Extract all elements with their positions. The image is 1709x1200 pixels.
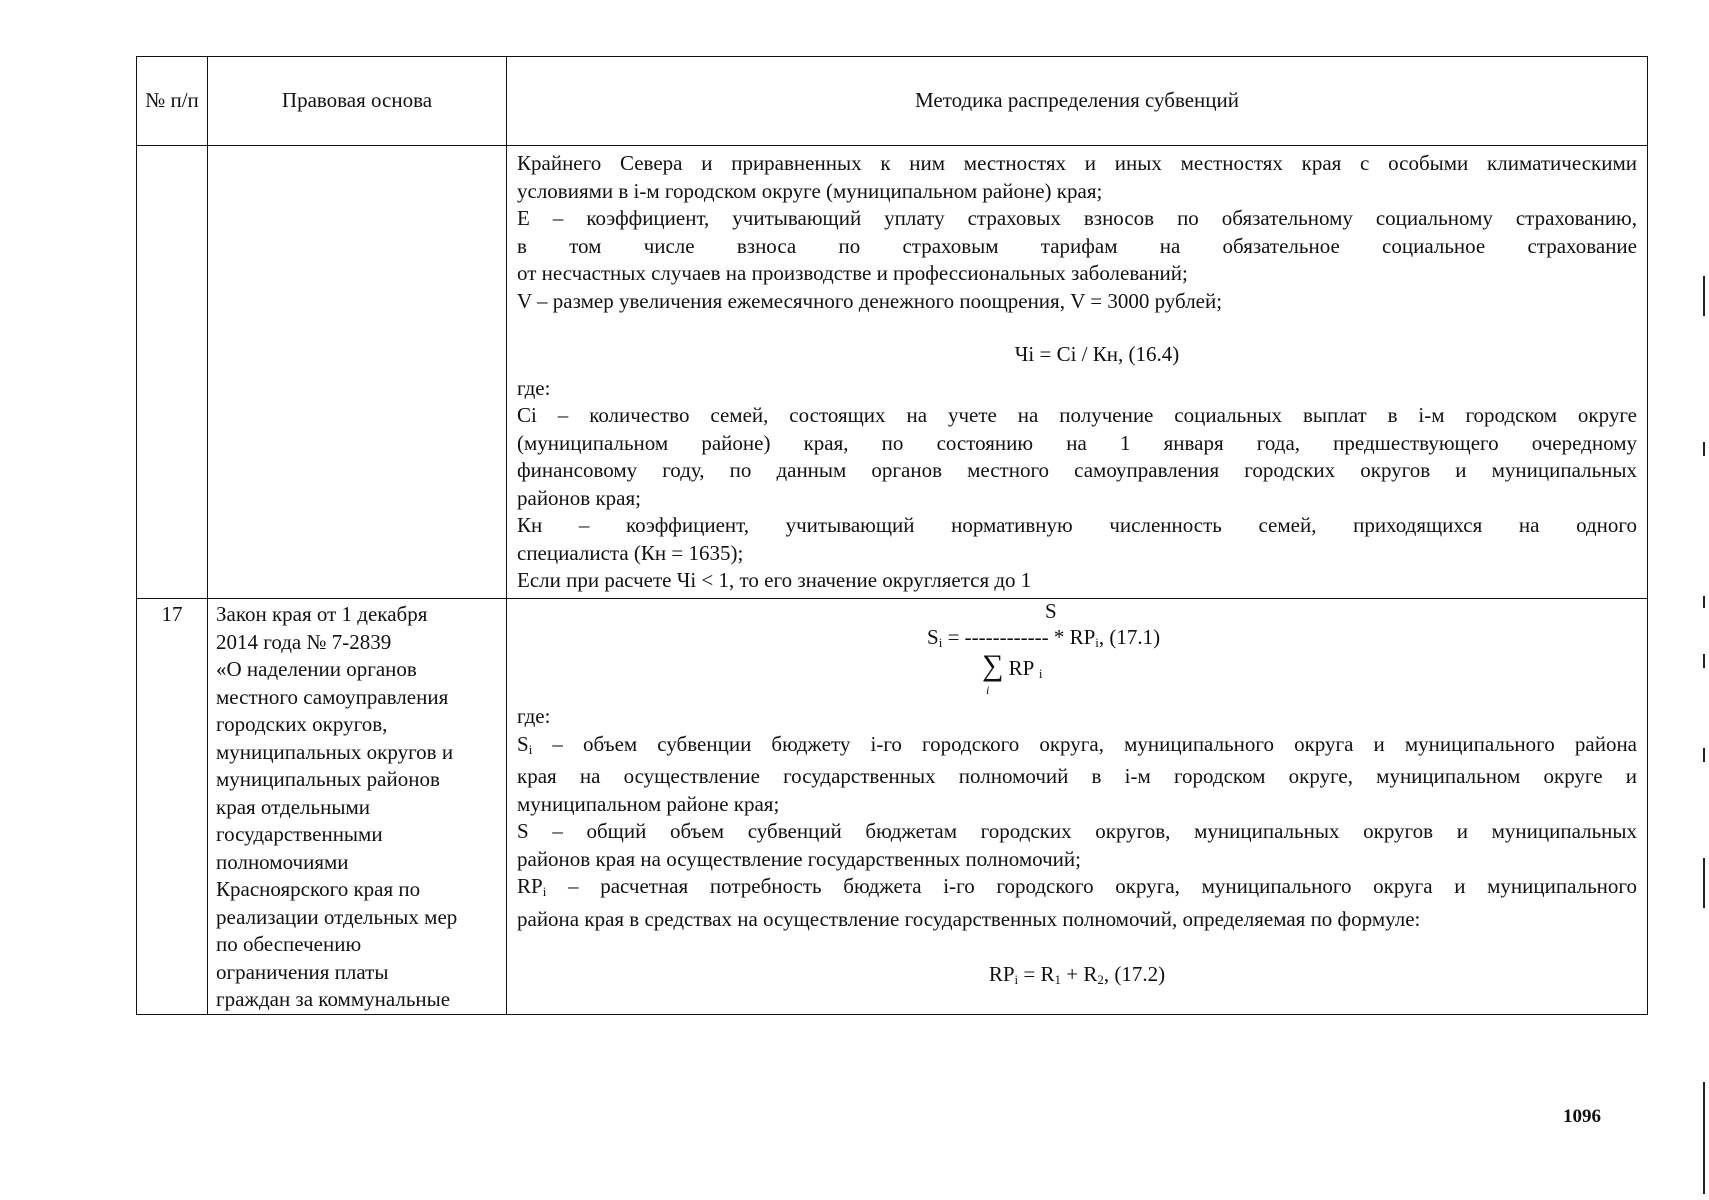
formula-16-4: Чi = Ci / Кн, (16.4) bbox=[1014, 342, 1180, 366]
law-line: 2014 года № 7-2839 bbox=[216, 629, 392, 654]
text-line: $RP_i$ – расчетная потребность бюджета i-го городского округа, муниципального округа и муниципального bbox=[517, 874, 1637, 899]
law-line: Красноярского края по bbox=[216, 877, 421, 901]
row17-law-cell bbox=[208, 599, 507, 1015]
text-line: V – размер увеличения ежемесячного денежного поощрения, V = 3000 рублей; bbox=[517, 288, 1223, 313]
text-line: $S_i$ – объем субвенции бюджету i-го городского округа, муниципального округа и муниципального района bbox=[517, 731, 1637, 757]
text-line: в том числе взноса по страховым тарифам на обязательное социальное страхование bbox=[517, 233, 1637, 258]
header-number: № п/п bbox=[137, 57, 208, 146]
text-line: Кн – коэффициент, учитывающий нормативную численность семей, приходящихся на одного bbox=[517, 513, 1637, 537]
scan-margin-mark bbox=[1703, 858, 1705, 908]
sum-symbol: ∑ bbox=[982, 649, 1004, 682]
table-header-row bbox=[137, 57, 1648, 146]
formula-17-1 bbox=[517, 599, 1637, 703]
text-line: специалиста (Кн = 1635); bbox=[517, 540, 744, 565]
text-line: (муниципальном районе) края, по состоянию на 1 января года, предшествующего очередному bbox=[517, 430, 1637, 455]
formula-main-line: $S_i$ = ------------ * $RP_i$, (17.1) bbox=[927, 625, 1161, 650]
row16-number-cell bbox=[137, 146, 208, 599]
law-line: местного самоуправления bbox=[216, 684, 449, 709]
header-legal-basis: Правовая основа bbox=[208, 57, 507, 146]
row17-method-cell bbox=[507, 599, 1648, 1015]
row16-method-cell bbox=[507, 146, 1648, 599]
law-line: городских округов, bbox=[216, 712, 388, 736]
scan-margin-mark bbox=[1703, 654, 1705, 668]
page-number: 1096 bbox=[1563, 1106, 1601, 1127]
text-line: края на осуществление государственных полномочий в i-м городском округе, муниципальном округе и bbox=[517, 764, 1637, 788]
header-methodology: Методика распределения субвенций bbox=[507, 57, 1648, 146]
where-label: где: bbox=[517, 704, 551, 728]
row17-number-cell bbox=[137, 599, 208, 1015]
law-line: муниципальных районов bbox=[216, 767, 440, 791]
law-line: Закон края от 1 декабря bbox=[216, 602, 428, 626]
row-number: 17 bbox=[161, 602, 183, 626]
row16-law-cell bbox=[208, 146, 507, 599]
text-line: Крайнего Севера и приравненных к ним местностях и иных местностях края с особыми климатическими bbox=[517, 151, 1637, 175]
law-line: по обеспечению bbox=[216, 932, 362, 956]
law-line: государственными bbox=[216, 822, 383, 846]
text-line: Ci – количество семей, состоящих на учете на получение социальных выплат в i-м городском округе bbox=[517, 403, 1637, 427]
subsidy-table bbox=[136, 56, 1648, 1015]
text-line: района края в средствах на осуществление государственных полномочий, определяемая по формуле: bbox=[517, 906, 1421, 931]
formula-numerator: S bbox=[1045, 599, 1057, 623]
text-line: районов края; bbox=[517, 485, 641, 510]
law-line: полномочиями bbox=[216, 849, 349, 874]
text-line: муниципальном районе края; bbox=[517, 791, 780, 816]
text-line: Е – коэффициент, учитывающий уплату страховых взносов по обязательному социальному страхованию, bbox=[517, 206, 1637, 230]
text-line: Если при расчете Чi < 1, то его значение округляется до 1 bbox=[517, 568, 1032, 592]
text-line: районов края на осуществление государственных полномочий; bbox=[517, 846, 1081, 871]
scan-margin-mark bbox=[1703, 748, 1705, 762]
text-line: финансовому году, по данным органов местного самоуправления городских округов и муниципальных bbox=[517, 458, 1637, 482]
scan-margin-mark bbox=[1703, 442, 1705, 456]
law-line: реализации отдельных мер bbox=[216, 904, 458, 929]
text-line: S – общий объем субвенций бюджетам городских округов, муниципальных округов и муниципальных bbox=[517, 819, 1637, 843]
text-line: от несчастных случаев на производстве и профессиональных заболеваний; bbox=[517, 261, 1188, 285]
formula-denominator: ∑ RP $_i$ i bbox=[982, 649, 1043, 697]
scan-margin-mark bbox=[1703, 276, 1705, 316]
law-line: муниципальных округов и bbox=[216, 739, 454, 764]
table-row bbox=[137, 146, 1648, 599]
scan-margin-mark bbox=[1703, 596, 1705, 608]
law-line: края отдельными bbox=[216, 794, 370, 819]
law-line: «О наделении органов bbox=[216, 657, 417, 681]
law-line: граждан за коммунальные bbox=[216, 987, 451, 1011]
scan-margin-mark bbox=[1703, 1082, 1705, 1194]
table-row bbox=[137, 599, 1648, 1015]
text-line: условиями в i-м городском округе (муниципальном районе) края; bbox=[517, 178, 1103, 203]
where-label: где: bbox=[517, 375, 551, 400]
law-line: ограничения платы bbox=[216, 959, 389, 984]
formula-17-2: $RP_i = R_1 + R_2$, (17.2) bbox=[988, 962, 1166, 987]
